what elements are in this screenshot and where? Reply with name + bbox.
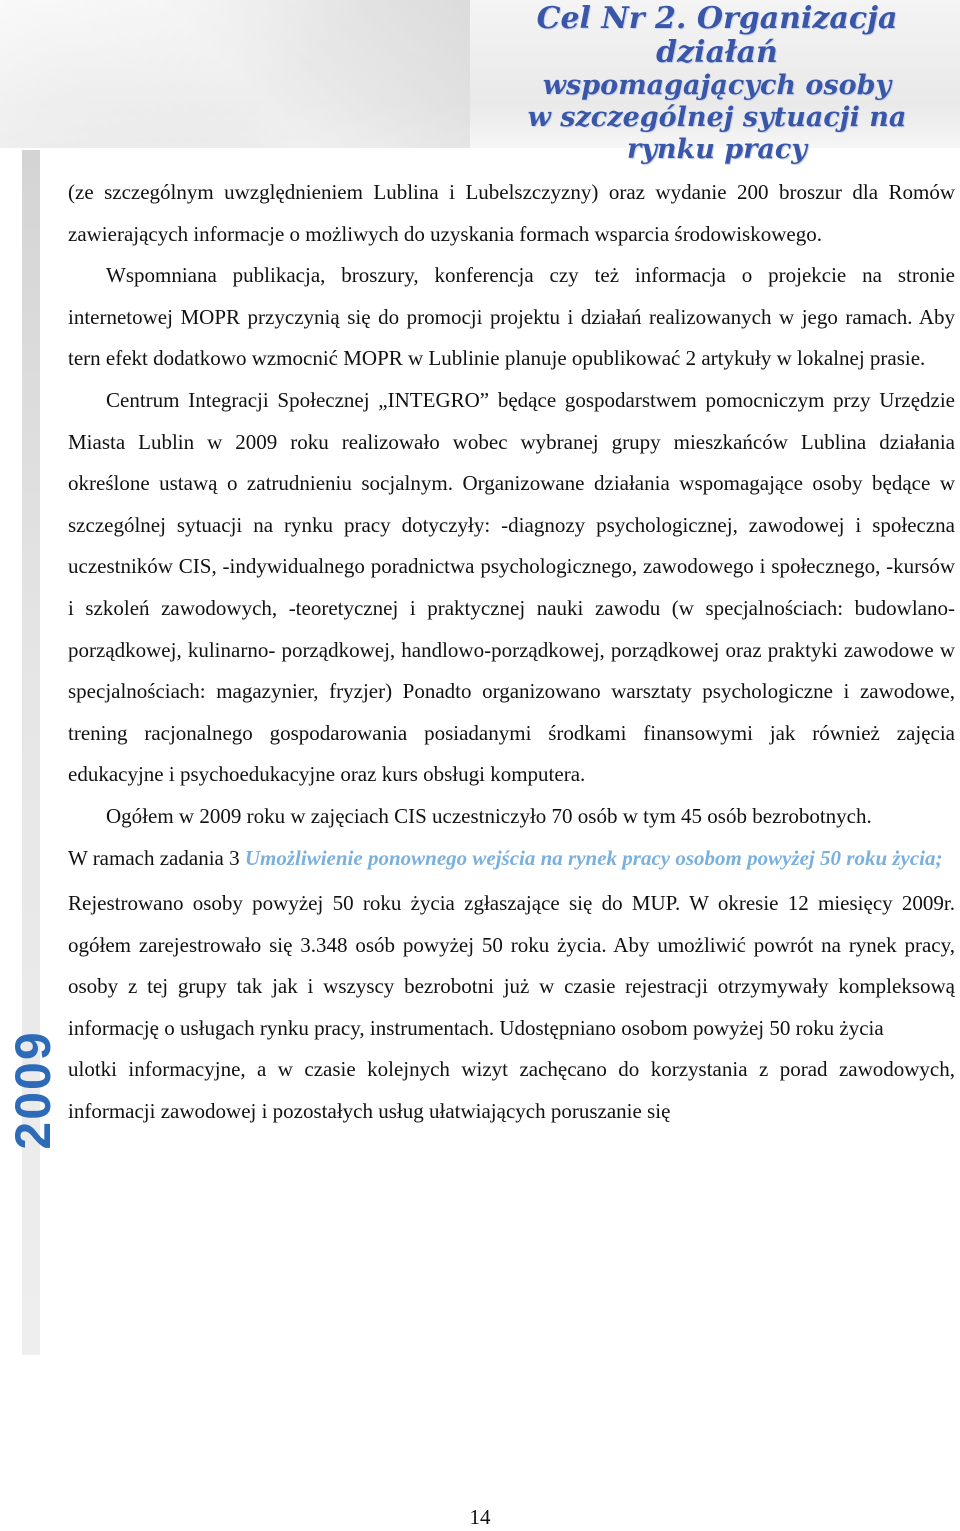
paragraph-cis-integro: Centrum Integracji Społecznej „INTEGRO” będące gospodarstwem pomocniczym przy Urzędzie Miasta Lublin w 2009 roku realizowało wobec wybranej grupy mieszkańców Lublina działania określone ustawą o zatrudnieniu socjalnym. Organizowane działania wspomagające osoby będące w szczególnej sytuacji na rynku pracy dotyczyły: -diagnozy psychologicznej, zawodowej i społeczna uczestników CIS, -indywidualnego poradnictwa psychologicznego, zawodowego i społecznego, -kursów i szkoleń zawodowych, -teoretycznej i praktycznej nauki zawodu (w specjalnościach: budowlano-porządkowej, kulinarno- porządkowej, handlowo-porządkowej, porządkowej oraz praktyki zawodowe w specjalnościach: magazynier, fryzjer) Ponadto organizowano warsztaty psychologiczne i zawodowe, trening racjonalnego gospodarowania posiadanymi środkami finansowymi jak również zajęcia edukacyjne i psychoedukacyjne oraz kurs obsługi komputera.: [68, 387, 955, 787]
side-year-label: 2009: [5, 1030, 61, 1150]
side-decoration-bar: [22, 150, 40, 1355]
document-body: [68, 172, 955, 1133]
task-3-title: Umożliwienie ponownego wejścia na rynek pracy osobom powyżej 50 roku życia;: [244, 845, 943, 870]
paragraph-cis-total: Ogółem w 2009 roku w zajęciach CIS uczestniczyło 70 osób w tym 45 osób bezrobotnych.: [106, 803, 872, 828]
header-title-line-2: wspomagających osoby: [542, 70, 892, 101]
header-banner: [0, 0, 960, 165]
header-title: [482, 2, 952, 166]
paragraph-registration: Rejestrowano osoby powyżej 50 roku życia zgłaszające się do MUP. W okresie 12 miesięcy 2009r. ogółem zarejestrowało się 3.348 osób powyżej 50 roku życia. Aby umożliwić powrót na rynek pracy, osoby z tej grupy tak jak i wszyscy bezrobotni już w czasie rejestracji otrzymywały kompleksową informację o usługach rynku pracy, instrumentach. Udostępniano osobom powyżej 50 roku życia: [68, 891, 955, 1040]
paragraph-roma-brochures: (ze szczególnym uwzględnieniem Lublina i Lubelszczyzny) oraz wydanie 200 broszur dla Romów zawierających informacje o możliwych do uzyskania formach wsparcia środowiskowego.: [68, 180, 955, 246]
header-decoration: [0, 0, 470, 148]
header-title-line-1: Cel Nr 2. Organizacja działań: [536, 1, 898, 70]
header-title-line-3: w szczególnej sytuacji na rynku pracy: [527, 102, 907, 165]
page-number: 14: [469, 1505, 491, 1529]
paragraph-task-3: [68, 838, 955, 880]
paragraph-publication: Wspomniana publikacja, broszury, konferencja czy też informacja o projekcie na stronie internetowej MOPR przyczynią się do promocji projektu i działań realizowanych w jego ramach. Aby tern efekt dodatkowo wzmocnić MOPR w Lublinie planuje opublikować 2 artykuły w lokalnej prasie.: [68, 263, 955, 371]
task-3-prefix: W ramach zadania 3: [68, 845, 245, 870]
paragraph-leaflets: ulotki informacyjne, a w czasie kolejnych wizyt zachęcano do korzystania z porad zawodowych, informacji zawodowej i pozostałych usług ułatwiających poruszanie się: [68, 1057, 955, 1124]
